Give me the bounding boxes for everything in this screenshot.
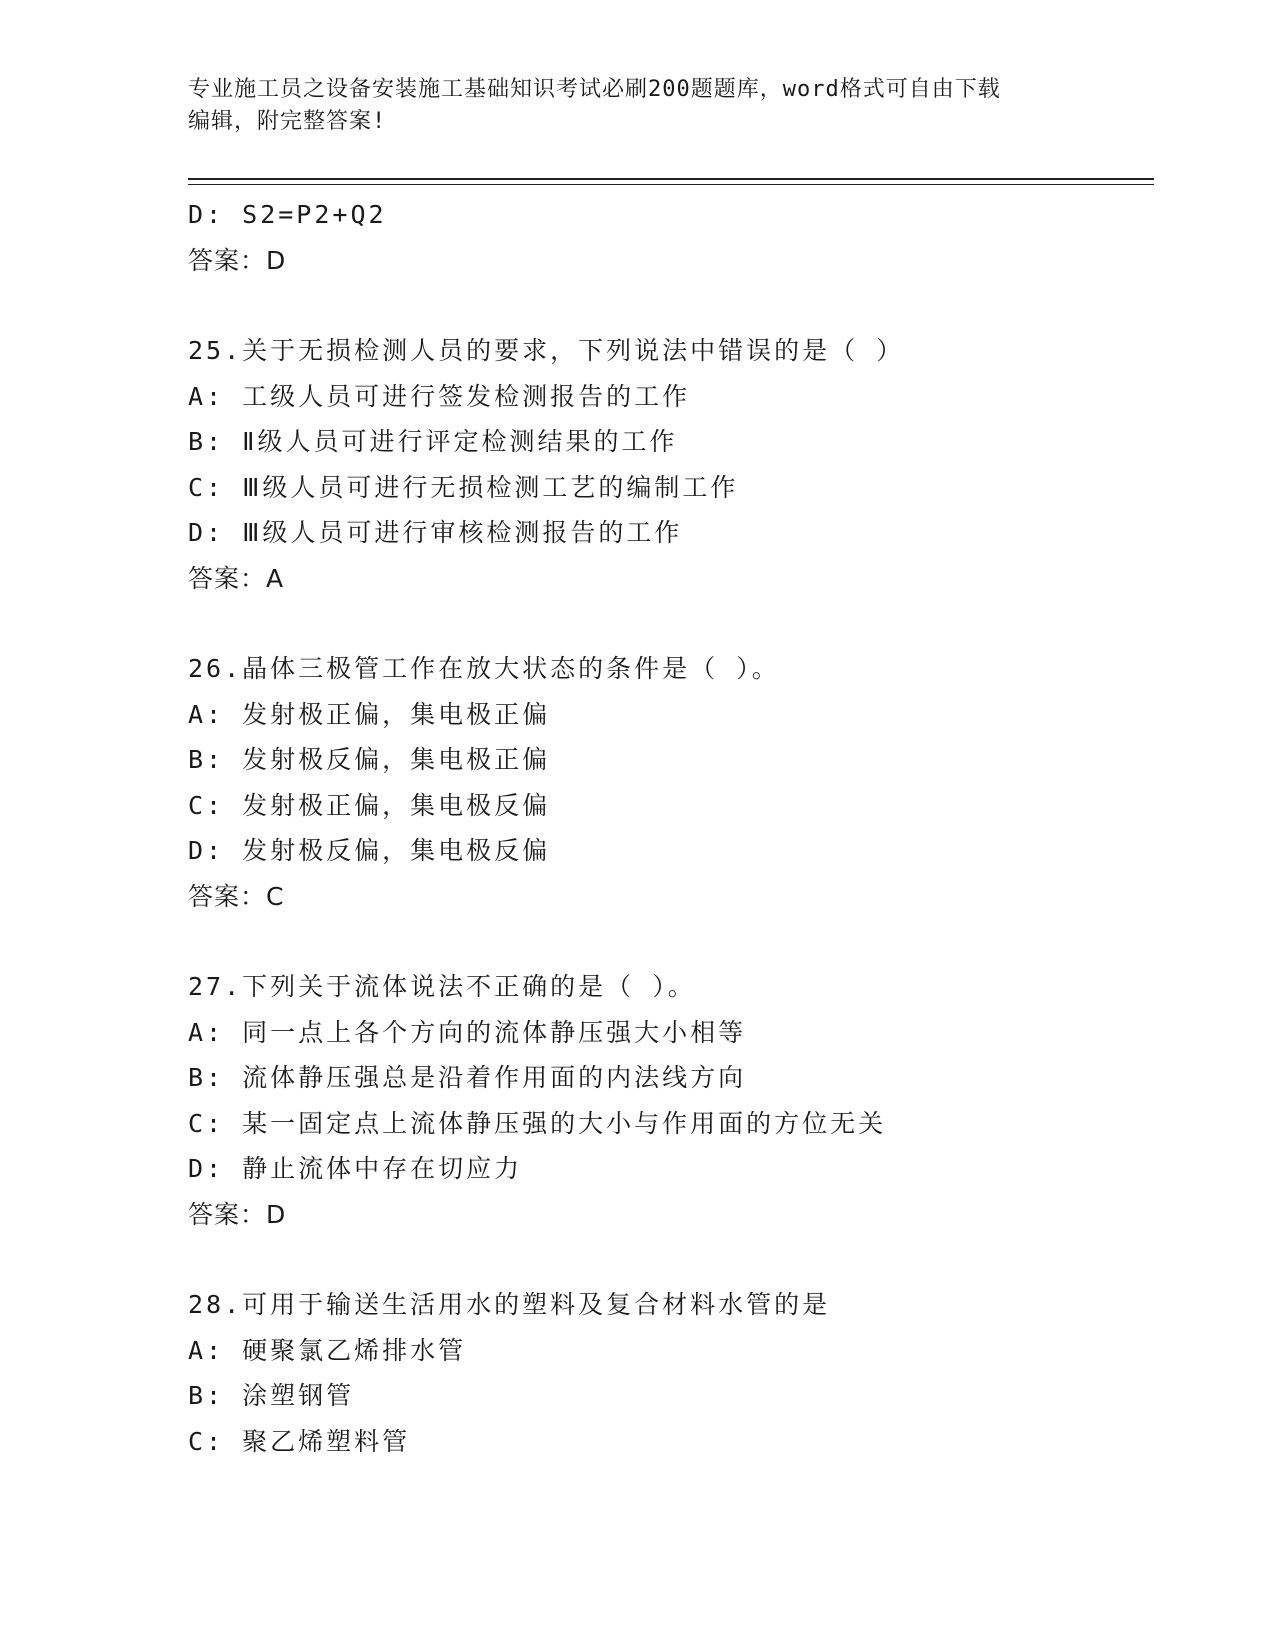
- question-stem: 25.关于无损检测人员的要求，下列说法中错误的是（ ）: [188, 336, 905, 365]
- header-divider-thin: [188, 184, 1154, 185]
- option-d: D: Ⅲ级人员可进行审核检测报告的工作: [188, 518, 683, 547]
- option-c: C: Ⅲ级人员可进行无损检测工艺的编制工作: [188, 472, 739, 502]
- question-stem: 26.晶体三极管工作在放大状态的条件是（ ）。: [188, 654, 780, 683]
- header-divider-thick: [188, 178, 1154, 180]
- option-c: C: 发射极正偏，集电极反偏: [188, 790, 551, 820]
- header-line-1: 专业施工员之设备安装施工基础知识考试必刷200题题库，word格式可自由下载: [188, 77, 1001, 102]
- option-b: B: 流体静压强总是沿着作用面的内法线方向: [188, 1063, 747, 1092]
- spacer: [188, 601, 1154, 646]
- document-header: [188, 74, 1088, 138]
- spacer: [188, 1237, 1154, 1282]
- option-c: C: 聚乙烯塑料管: [188, 1426, 411, 1456]
- option-a: A: 硬聚氯乙烯排水管: [188, 1335, 467, 1365]
- option-a: A: 工级人员可进行签发检测报告的工作: [188, 381, 691, 411]
- question-26: [188, 646, 1154, 919]
- option-d: D: 发射极反偏，集电极反偏: [188, 836, 551, 865]
- answer-line: 答案：C: [188, 881, 285, 911]
- spacer: [188, 283, 1154, 328]
- option-b: B: Ⅱ级人员可进行评定检测结果的工作: [188, 427, 678, 456]
- option-b: B: 涂塑钢管: [188, 1381, 355, 1410]
- question-stem: 27.下列关于流体说法不正确的是（ ）。: [188, 972, 696, 1001]
- question-28: [188, 1282, 1154, 1464]
- option-a: A: 同一点上各个方向的流体静压强大小相等: [188, 1017, 747, 1047]
- header-line-2: 编辑，附完整答案!: [188, 109, 387, 134]
- option-b: B: 发射极反偏，集电极正偏: [188, 745, 551, 774]
- option-a: A: 发射极正偏，集电极正偏: [188, 699, 551, 729]
- answer-line: 答案：A: [188, 563, 285, 593]
- spacer: [188, 919, 1154, 964]
- answer-line: 答案：D: [188, 245, 287, 275]
- option-c: C: 某一固定点上流体静压强的大小与作用面的方位无关: [188, 1108, 887, 1138]
- previous-question-tail: [188, 192, 1154, 283]
- question-25: [188, 328, 1154, 601]
- question-stem: 28.可用于输送生活用水的塑料及复合材料水管的是: [188, 1290, 831, 1319]
- question-list: [188, 192, 1154, 1464]
- option-d: D: 静止流体中存在切应力: [188, 1154, 523, 1183]
- answer-line: 答案：D: [188, 1199, 287, 1229]
- question-27: [188, 964, 1154, 1237]
- option-d: D: S2=P2+Q2: [188, 200, 387, 229]
